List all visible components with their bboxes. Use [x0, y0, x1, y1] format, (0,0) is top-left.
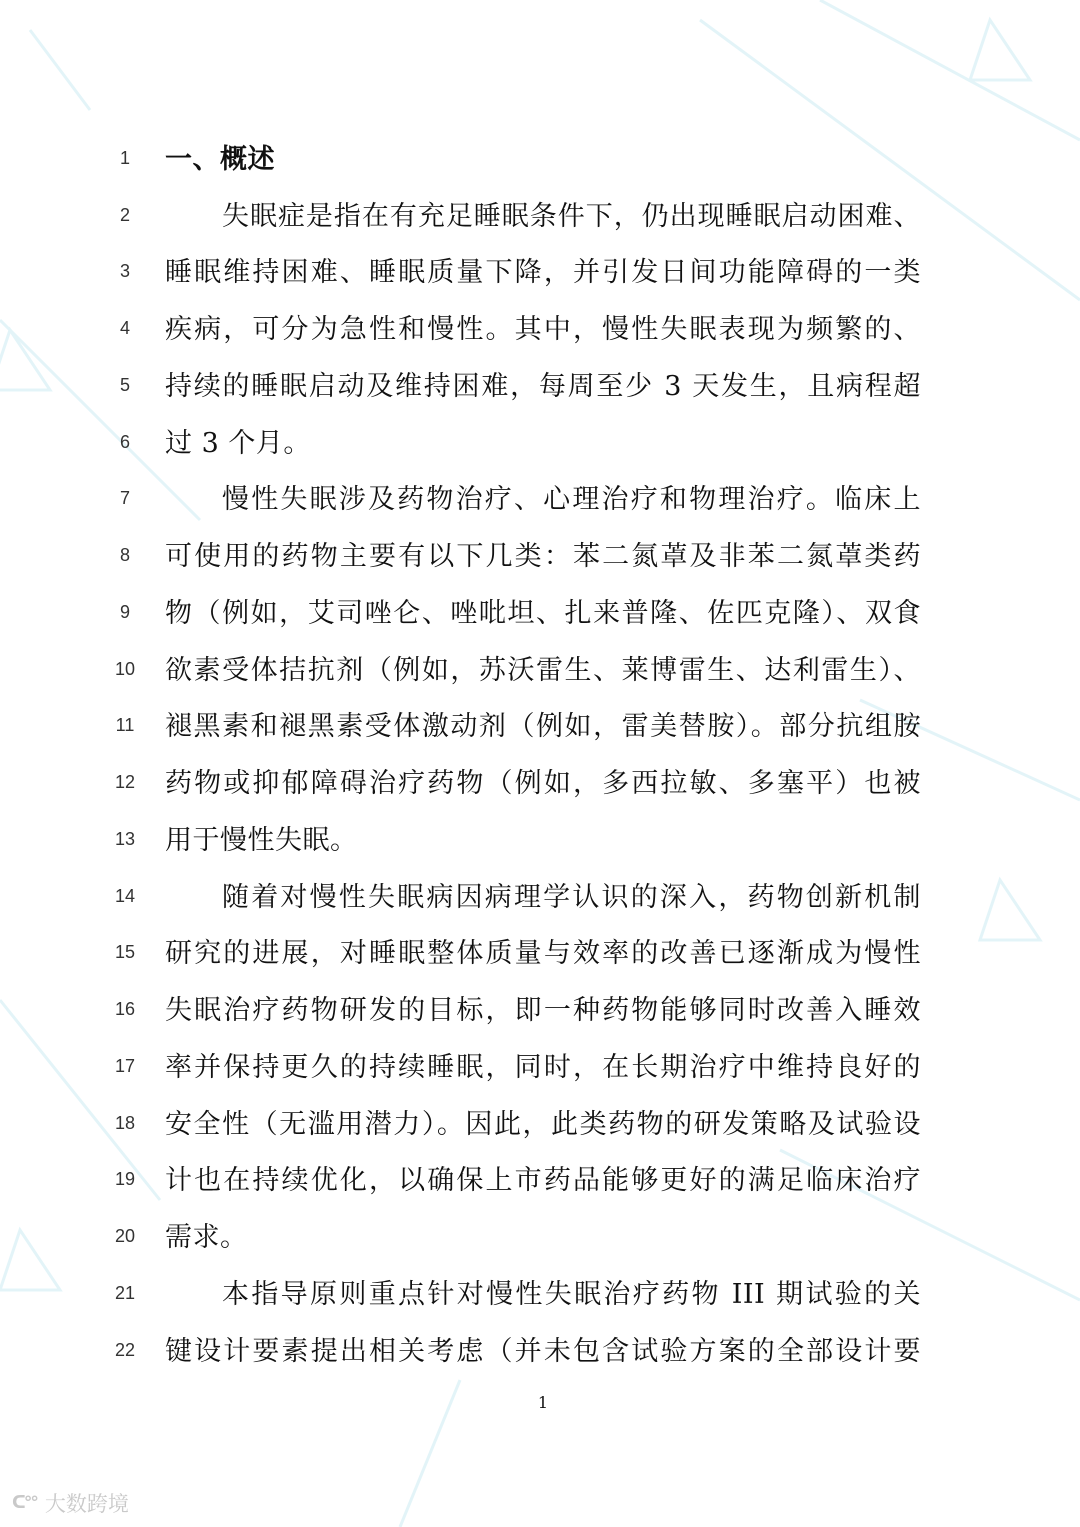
line-number: 16	[114, 999, 136, 1019]
line	[0, 1275, 1080, 1315]
line-number: 15	[114, 942, 136, 962]
line-text: 安全性（无滥用潜力）。因此，此类药物的研发策略及试验设	[165, 1109, 921, 1140]
line-number: 14	[114, 886, 136, 906]
watermark-logo	[12, 1488, 129, 1518]
line-number: 5	[119, 375, 130, 395]
line-number: 2	[119, 205, 130, 225]
line-number: 4	[119, 318, 130, 338]
line	[0, 594, 1080, 634]
line-number: 10	[114, 659, 136, 679]
line	[0, 537, 1080, 577]
line-text: 过 3 个月。	[165, 428, 311, 459]
line-text: 键设计要素提出相关考虑（并未包含试验方案的全部设计要	[165, 1336, 921, 1367]
section-heading: 一、概述	[165, 144, 275, 175]
line-text: 药物或抑郁障碍治疗药物（例如，多西拉敏、多塞平）也被	[165, 768, 921, 799]
line	[0, 764, 1080, 804]
line-text: 睡眠维持困难、睡眠质量下降，并引发日间功能障碍的一类	[165, 257, 921, 288]
page-number: 1	[537, 1393, 549, 1412]
line-number: 20	[114, 1226, 136, 1246]
line-text: 随着对慢性失眠病因病理学认识的深入，药物创新机制	[222, 882, 921, 913]
line-text: 需求。	[165, 1222, 248, 1253]
line	[0, 424, 1080, 464]
line	[0, 991, 1080, 1031]
line-text: 可使用的药物主要有以下几类：苯二氮䓬及非苯二氮䓬类药	[165, 541, 921, 572]
line-text: 物（例如，艾司唑仑、唑吡坦、扎来普隆、佐匹克隆）、双食	[165, 598, 921, 629]
line	[0, 253, 1080, 293]
line-number: 1	[119, 148, 130, 168]
line-number: 22	[114, 1340, 136, 1360]
line	[0, 1161, 1080, 1201]
line	[0, 821, 1080, 861]
line-number: 18	[114, 1113, 136, 1133]
line-text: 持续的睡眠启动及维持困难，每周至少 3 天发生，且病程超	[165, 371, 921, 402]
line	[0, 1332, 1080, 1372]
line	[0, 934, 1080, 974]
line-text: 研究的进展，对睡眠整体质量与效率的改善已逐渐成为慢性	[165, 938, 921, 969]
line-number: 8	[119, 545, 130, 565]
line-number: 7	[119, 488, 130, 508]
line-number: 19	[114, 1169, 136, 1189]
line-text: 疾病，可分为急性和慢性。其中，慢性失眠表现为频繁的、	[165, 314, 921, 345]
line	[0, 651, 1080, 691]
line-number: 6	[119, 432, 130, 452]
line	[0, 878, 1080, 918]
line-number: 3	[119, 261, 130, 281]
line-number: 21	[114, 1283, 136, 1303]
line-number: 13	[114, 829, 136, 849]
line	[0, 140, 1080, 180]
line-text: 欲素受体拮抗剂（例如，苏沃雷生、莱博雷生、达利雷生）、	[165, 655, 921, 686]
line	[0, 1105, 1080, 1145]
line	[0, 1048, 1080, 1088]
line-text: 慢性失眠涉及药物治疗、心理治疗和物理治疗。临床上	[222, 484, 921, 515]
line-number: 12	[114, 772, 136, 792]
line-text: 失眠症是指在有充足睡眠条件下，仍出现睡眠启动困难、	[222, 201, 921, 232]
line-text: 计也在持续优化，以确保上市药品能够更好的满足临床治疗	[165, 1165, 921, 1196]
line-text: 率并保持更久的持续睡眠，同时，在长期治疗中维持良好的	[165, 1052, 921, 1083]
line	[0, 1218, 1080, 1258]
line-number: 9	[119, 602, 130, 622]
line-text: 失眠治疗药物研发的目标，即一种药物能够同时改善入睡效	[165, 995, 921, 1026]
line	[0, 367, 1080, 407]
line	[0, 707, 1080, 747]
line-number: 17	[114, 1056, 136, 1076]
line	[0, 197, 1080, 237]
line-number: 11	[115, 715, 135, 735]
line-text: 用于慢性失眠。	[165, 825, 358, 856]
logo-icon: ᑕ°°	[12, 1493, 37, 1513]
line	[0, 310, 1080, 350]
logo-text: 大数跨境	[44, 1492, 129, 1516]
line-text: 褪黑素和褪黑素受体激动剂（例如，雷美替胺）。部分抗组胺	[165, 711, 921, 742]
line-text: 本指导原则重点针对慢性失眠治疗药物 III 期试验的关	[222, 1279, 921, 1310]
line	[0, 480, 1080, 520]
